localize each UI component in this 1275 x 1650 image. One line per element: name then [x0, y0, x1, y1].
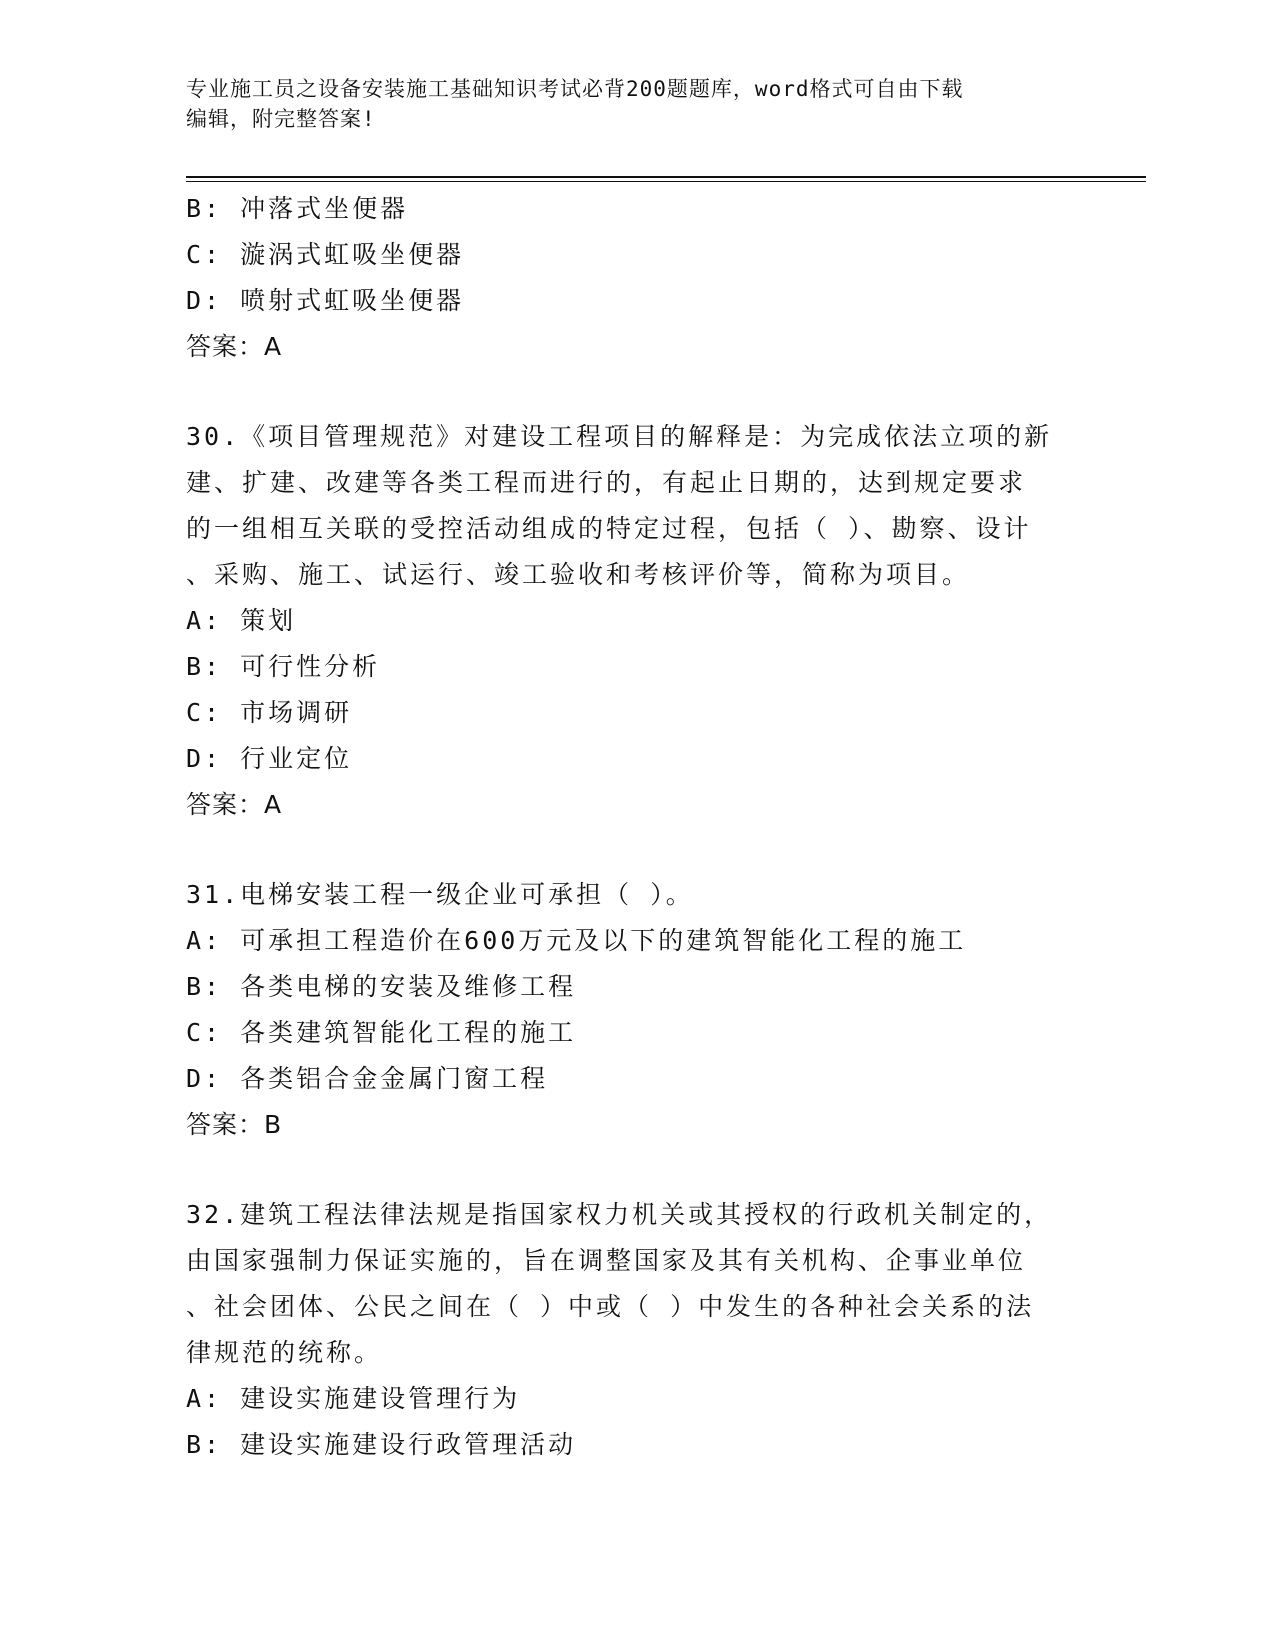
question-stem-line: 30.《项目管理规范》对建设工程项目的解释是：为完成依法立项的新 — [186, 422, 1053, 451]
header-line-2: 编辑，附完整答案! — [186, 107, 376, 131]
option-b: B: 可行性分析 — [186, 652, 381, 681]
option-a: A: 建设实施建设管理行为 — [186, 1384, 521, 1413]
option-a: A: 可承担工程造价在600万元及以下的建筑智能化工程的施工 — [186, 926, 967, 955]
question-stem-line: 律规范的统称。 — [186, 1338, 383, 1367]
option-d: D: 各类铝合金金属门窗工程 — [186, 1064, 549, 1093]
header-line-1: 专业施工员之设备安装施工基础知识考试必背200题题库，word格式可自由下载 — [186, 77, 964, 101]
option-d: D: 行业定位 — [186, 744, 353, 773]
option-d: D: 喷射式虹吸坐便器 — [186, 286, 465, 315]
question-stem-line: 、社会团体、公民之间在（ ）中或（ ）中发生的各种社会关系的法 — [186, 1292, 1035, 1321]
answer-line: 答案：A — [186, 790, 283, 819]
spacer — [186, 828, 1086, 872]
spacer — [186, 370, 1086, 414]
document-header — [186, 74, 1066, 134]
header-divider-thick — [186, 176, 1146, 178]
option-b: B: 建设实施建设行政管理活动 — [186, 1430, 577, 1459]
question-32 — [186, 1192, 1086, 1468]
question-stem-line: 由国家强制力保证实施的，旨在调整国家及其有关机构、企事业单位 — [186, 1246, 1027, 1275]
option-b: B: 冲落式坐便器 — [186, 194, 409, 223]
question-stem-line: 31.电梯安装工程一级企业可承担（ ）。 — [186, 880, 694, 909]
option-a: A: 策划 — [186, 606, 297, 635]
option-c: C: 漩涡式虹吸坐便器 — [186, 240, 465, 269]
option-c: C: 市场调研 — [186, 698, 353, 727]
question-31 — [186, 872, 1086, 1148]
option-c: C: 各类建筑智能化工程的施工 — [186, 1018, 577, 1047]
header-divider-thin — [186, 181, 1146, 182]
question-stem-line: 32.建筑工程法律法规是指国家权力机关或其授权的行政机关制定的， — [186, 1200, 1053, 1229]
question-30 — [186, 414, 1086, 828]
question-stem-line: 建、扩建、改建等各类工程而进行的，有起止日期的，达到规定要求 — [186, 468, 1027, 497]
answer-line: 答案：B — [186, 1110, 283, 1139]
question-stem-line: 、采购、施工、试运行、竣工验收和考核评价等，简称为项目。 — [186, 560, 971, 589]
document-body — [186, 186, 1086, 1468]
spacer — [186, 1148, 1086, 1192]
question-stem-line: 的一组相互关联的受控活动组成的特定过程，包括（ ）、勘察、设计 — [186, 514, 1032, 543]
answer-line: 答案：A — [186, 332, 283, 361]
option-b: B: 各类电梯的安装及维修工程 — [186, 972, 577, 1001]
question-29-tail — [186, 186, 1086, 370]
